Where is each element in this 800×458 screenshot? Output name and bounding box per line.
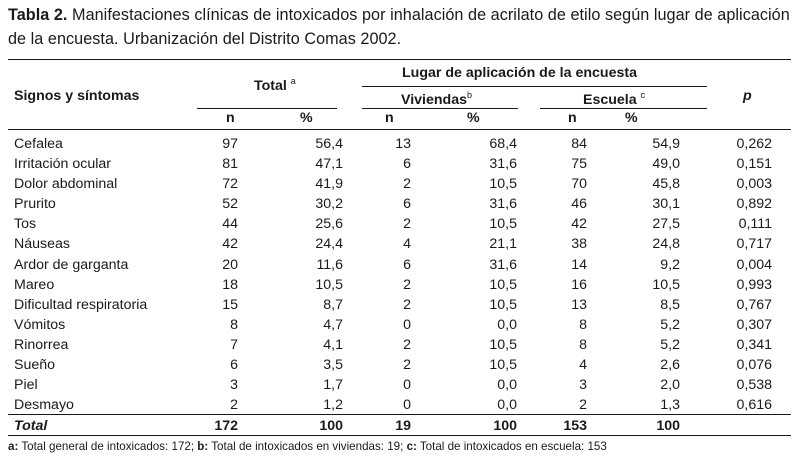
cell-n3: 8 (579, 316, 587, 333)
table-body (8, 134, 791, 415)
cell-p3: 54,9 (652, 136, 680, 152)
table-row (8, 255, 791, 275)
cell-n3: 84 (571, 136, 587, 152)
cell-p3: 2,6 (660, 357, 680, 374)
cell-p3: 24,8 (652, 236, 680, 253)
cell-p1: 24,4 (315, 236, 343, 253)
total-n2: 19 (395, 418, 411, 434)
cell-p1: 47,1 (315, 156, 343, 173)
cell-label: Cefalea (14, 136, 63, 152)
cell-n3: 16 (571, 276, 587, 293)
cell-n1: 18 (222, 276, 238, 293)
header-total-label: Total (254, 78, 287, 94)
cell-n2: 2 (403, 216, 411, 233)
header-n-total: n (226, 110, 235, 126)
cell-pv: 0,993 (736, 276, 772, 293)
cell-label: Tos (14, 216, 37, 233)
cell-p1: 1,2 (323, 397, 343, 414)
cell-p1: 11,6 (316, 256, 343, 273)
cell-label: Piel (14, 377, 38, 394)
cell-label: Dolor abdominal (14, 176, 118, 193)
table-caption (8, 3, 794, 51)
cell-n2: 4 (403, 236, 411, 253)
cell-p1: 25,6 (315, 216, 343, 233)
header-n-viviendas: n (385, 110, 394, 126)
cell-p1: 3,5 (323, 357, 343, 374)
cell-p2: 10,5 (489, 296, 517, 313)
cell-pv: 0,767 (736, 296, 772, 313)
total-p1: 100 (319, 418, 343, 434)
cell-n2: 2 (403, 336, 411, 353)
header-pct-viviendas: % (467, 110, 480, 126)
header-escuela-label: Escuela (583, 92, 637, 108)
cell-label: Desmayo (14, 397, 74, 414)
header-p: p (743, 88, 752, 104)
cell-p2: 10,5 (489, 336, 517, 353)
cell-n2: 2 (403, 357, 411, 374)
cell-n1: 20 (222, 256, 238, 273)
header-n-escuela: n (568, 110, 577, 126)
cell-p2: 68,4 (489, 136, 517, 152)
table-row (8, 275, 791, 295)
total-row (8, 416, 791, 436)
cell-p2: 0,0 (497, 377, 517, 394)
cell-p2: 31,6 (489, 156, 517, 173)
table-row (8, 395, 791, 415)
cell-label: Dificultad respiratoria (14, 296, 148, 313)
footnote-a-text: Total general de intoxicados: 172; (21, 440, 195, 453)
cell-p3: 30,1 (652, 196, 680, 213)
table-row (8, 214, 791, 234)
lugar-rule (362, 86, 707, 87)
cell-p3: 45,8 (652, 176, 680, 193)
cell-pv: 0,616 (736, 397, 772, 414)
table-row (8, 315, 791, 335)
cell-p3: 8,5 (660, 296, 680, 313)
cell-n1: 44 (222, 216, 238, 233)
cell-p2: 10,5 (489, 276, 517, 293)
cell-n1: 15 (222, 296, 238, 313)
header-pct-escuela: % (625, 110, 638, 126)
cell-p2: 10,5 (489, 216, 517, 233)
cell-n1: 42 (222, 236, 238, 253)
total-label: Total (14, 418, 48, 434)
cell-n2: 2 (403, 296, 411, 313)
cell-n3: 42 (571, 216, 587, 233)
cell-n3: 14 (571, 256, 587, 273)
cell-n3: 13 (571, 296, 587, 313)
cell-n3: 3 (579, 377, 587, 394)
cell-label: Irritación ocular (14, 156, 111, 173)
cell-p3: 10,5 (652, 276, 680, 293)
cell-p3: 1,3 (660, 397, 680, 414)
cell-n3: 38 (571, 236, 587, 253)
cell-p2: 31,6 (489, 256, 517, 273)
cell-p3: 5,2 (660, 316, 680, 333)
cell-n3: 75 (571, 156, 587, 173)
cell-n1: 8 (230, 316, 238, 333)
cell-p2: 10,5 (489, 176, 517, 193)
header-signos: Signos y síntomas (14, 88, 140, 104)
cell-n2: 2 (403, 176, 411, 193)
top-rule (8, 59, 791, 60)
cell-n1: 3 (230, 377, 238, 394)
cell-n1: 52 (222, 196, 238, 213)
header-total-sup: a (290, 76, 296, 86)
caption-text: Manifestaciones clínicas de intoxicados por inhalación de acrilato de etilo según lugar de aplicación de la encuesta. Urbanización del Distrito Comas 2002. (8, 6, 790, 48)
cell-p2: 0,0 (497, 397, 517, 414)
footnote-c-text: Total de intoxicados en escuela: 153 (419, 440, 607, 453)
cell-n1: 7 (230, 336, 238, 353)
cell-n1: 97 (222, 136, 238, 152)
header-escuela-sup: c (640, 90, 646, 100)
cell-n2: 0 (403, 397, 411, 414)
table-row (8, 355, 791, 375)
cell-n3: 8 (579, 336, 587, 353)
cell-n2: 0 (403, 377, 411, 394)
cell-n1: 6 (230, 357, 238, 374)
total-n3: 153 (563, 418, 587, 434)
cell-label: Náuseas (14, 236, 70, 253)
table-row (8, 234, 791, 254)
cell-n3: 46 (571, 196, 587, 213)
cell-p3: 5,2 (660, 336, 680, 353)
header-bottom-rule (8, 129, 791, 130)
cell-n2: 6 (403, 156, 411, 173)
table-row (8, 375, 791, 395)
total-rule (197, 108, 337, 109)
cell-p2: 21,1 (489, 236, 517, 253)
cell-p1: 41,9 (315, 176, 343, 193)
footnote-c-key: c: (406, 440, 417, 453)
cell-label: Vómitos (14, 316, 66, 333)
bottom-rule (8, 435, 791, 436)
footnote-b-text: Total de intoxicados en viviendas: 19; (211, 440, 404, 453)
cell-pv: 0,151 (736, 156, 772, 173)
cell-pv: 0,111 (738, 216, 772, 233)
cell-n3: 70 (571, 176, 587, 193)
cell-label: Prurito (14, 196, 56, 213)
cell-pv: 0,717 (736, 236, 772, 253)
header-viviendas (401, 90, 472, 108)
header-viviendas-sup: b (466, 90, 472, 100)
cell-pv: 0,307 (736, 316, 772, 333)
table-row (8, 134, 791, 154)
footnote-a-key: a: (8, 440, 19, 453)
cell-n1: 2 (230, 397, 238, 414)
cell-n3: 2 (579, 397, 587, 414)
table-row (8, 335, 791, 355)
header-viviendas-label: Viviendas (401, 92, 467, 108)
cell-p2: 0,0 (497, 316, 517, 333)
cell-p1: 4,7 (323, 316, 343, 333)
cell-p2: 31,6 (489, 196, 517, 213)
cell-pv: 0,076 (736, 357, 772, 374)
cell-label: Mareo (14, 276, 55, 293)
cell-p1: 10,5 (315, 276, 343, 293)
footnote (8, 438, 607, 456)
cell-label: Ardor de garganta (14, 256, 129, 273)
cell-p3: 9,2 (660, 256, 680, 273)
table-row (8, 194, 791, 214)
cell-pv: 0,262 (736, 136, 772, 152)
cell-label: Sueño (14, 357, 56, 374)
table-row (8, 295, 791, 315)
cell-p1: 56,4 (315, 136, 343, 152)
footnote-b-key: b: (197, 440, 209, 453)
total-n1: 172 (214, 418, 238, 434)
caption-label: Tabla 2. (8, 6, 68, 24)
cell-p1: 4,1 (323, 336, 343, 353)
header-lugar: Lugar de aplicación de la encuesta (402, 65, 637, 81)
cell-pv: 0,341 (736, 336, 772, 353)
cell-n3: 4 (579, 357, 587, 374)
cell-n2: 6 (403, 196, 411, 213)
cell-n2: 0 (403, 316, 411, 333)
total-top-rule (8, 414, 791, 415)
table-row (8, 174, 791, 194)
cell-n2: 13 (395, 136, 411, 152)
cell-n2: 6 (403, 256, 411, 273)
table-row (8, 154, 791, 174)
total-p2: 100 (493, 418, 517, 434)
header-escuela (583, 90, 645, 108)
header-total (254, 76, 296, 94)
cell-p3: 49,0 (652, 156, 680, 173)
cell-n2: 2 (403, 276, 411, 293)
escuela-rule (540, 108, 707, 109)
viviendas-rule (362, 108, 518, 109)
cell-pv: 0,892 (736, 196, 772, 213)
cell-p3: 2,0 (660, 377, 680, 394)
cell-n1: 72 (222, 176, 238, 193)
cell-p1: 1,7 (323, 377, 343, 394)
cell-pv: 0,004 (736, 256, 772, 273)
cell-label: Rinorrea (14, 336, 69, 353)
cell-p1: 30,2 (315, 196, 343, 213)
total-p3: 100 (656, 418, 680, 434)
cell-p1: 8,7 (323, 296, 343, 313)
cell-p2: 10,5 (489, 357, 517, 374)
cell-pv: 0,538 (736, 377, 772, 394)
cell-pv: 0,003 (736, 176, 772, 193)
cell-p3: 27,5 (652, 216, 680, 233)
header-pct-total: % (300, 110, 313, 126)
cell-n1: 81 (222, 156, 238, 173)
